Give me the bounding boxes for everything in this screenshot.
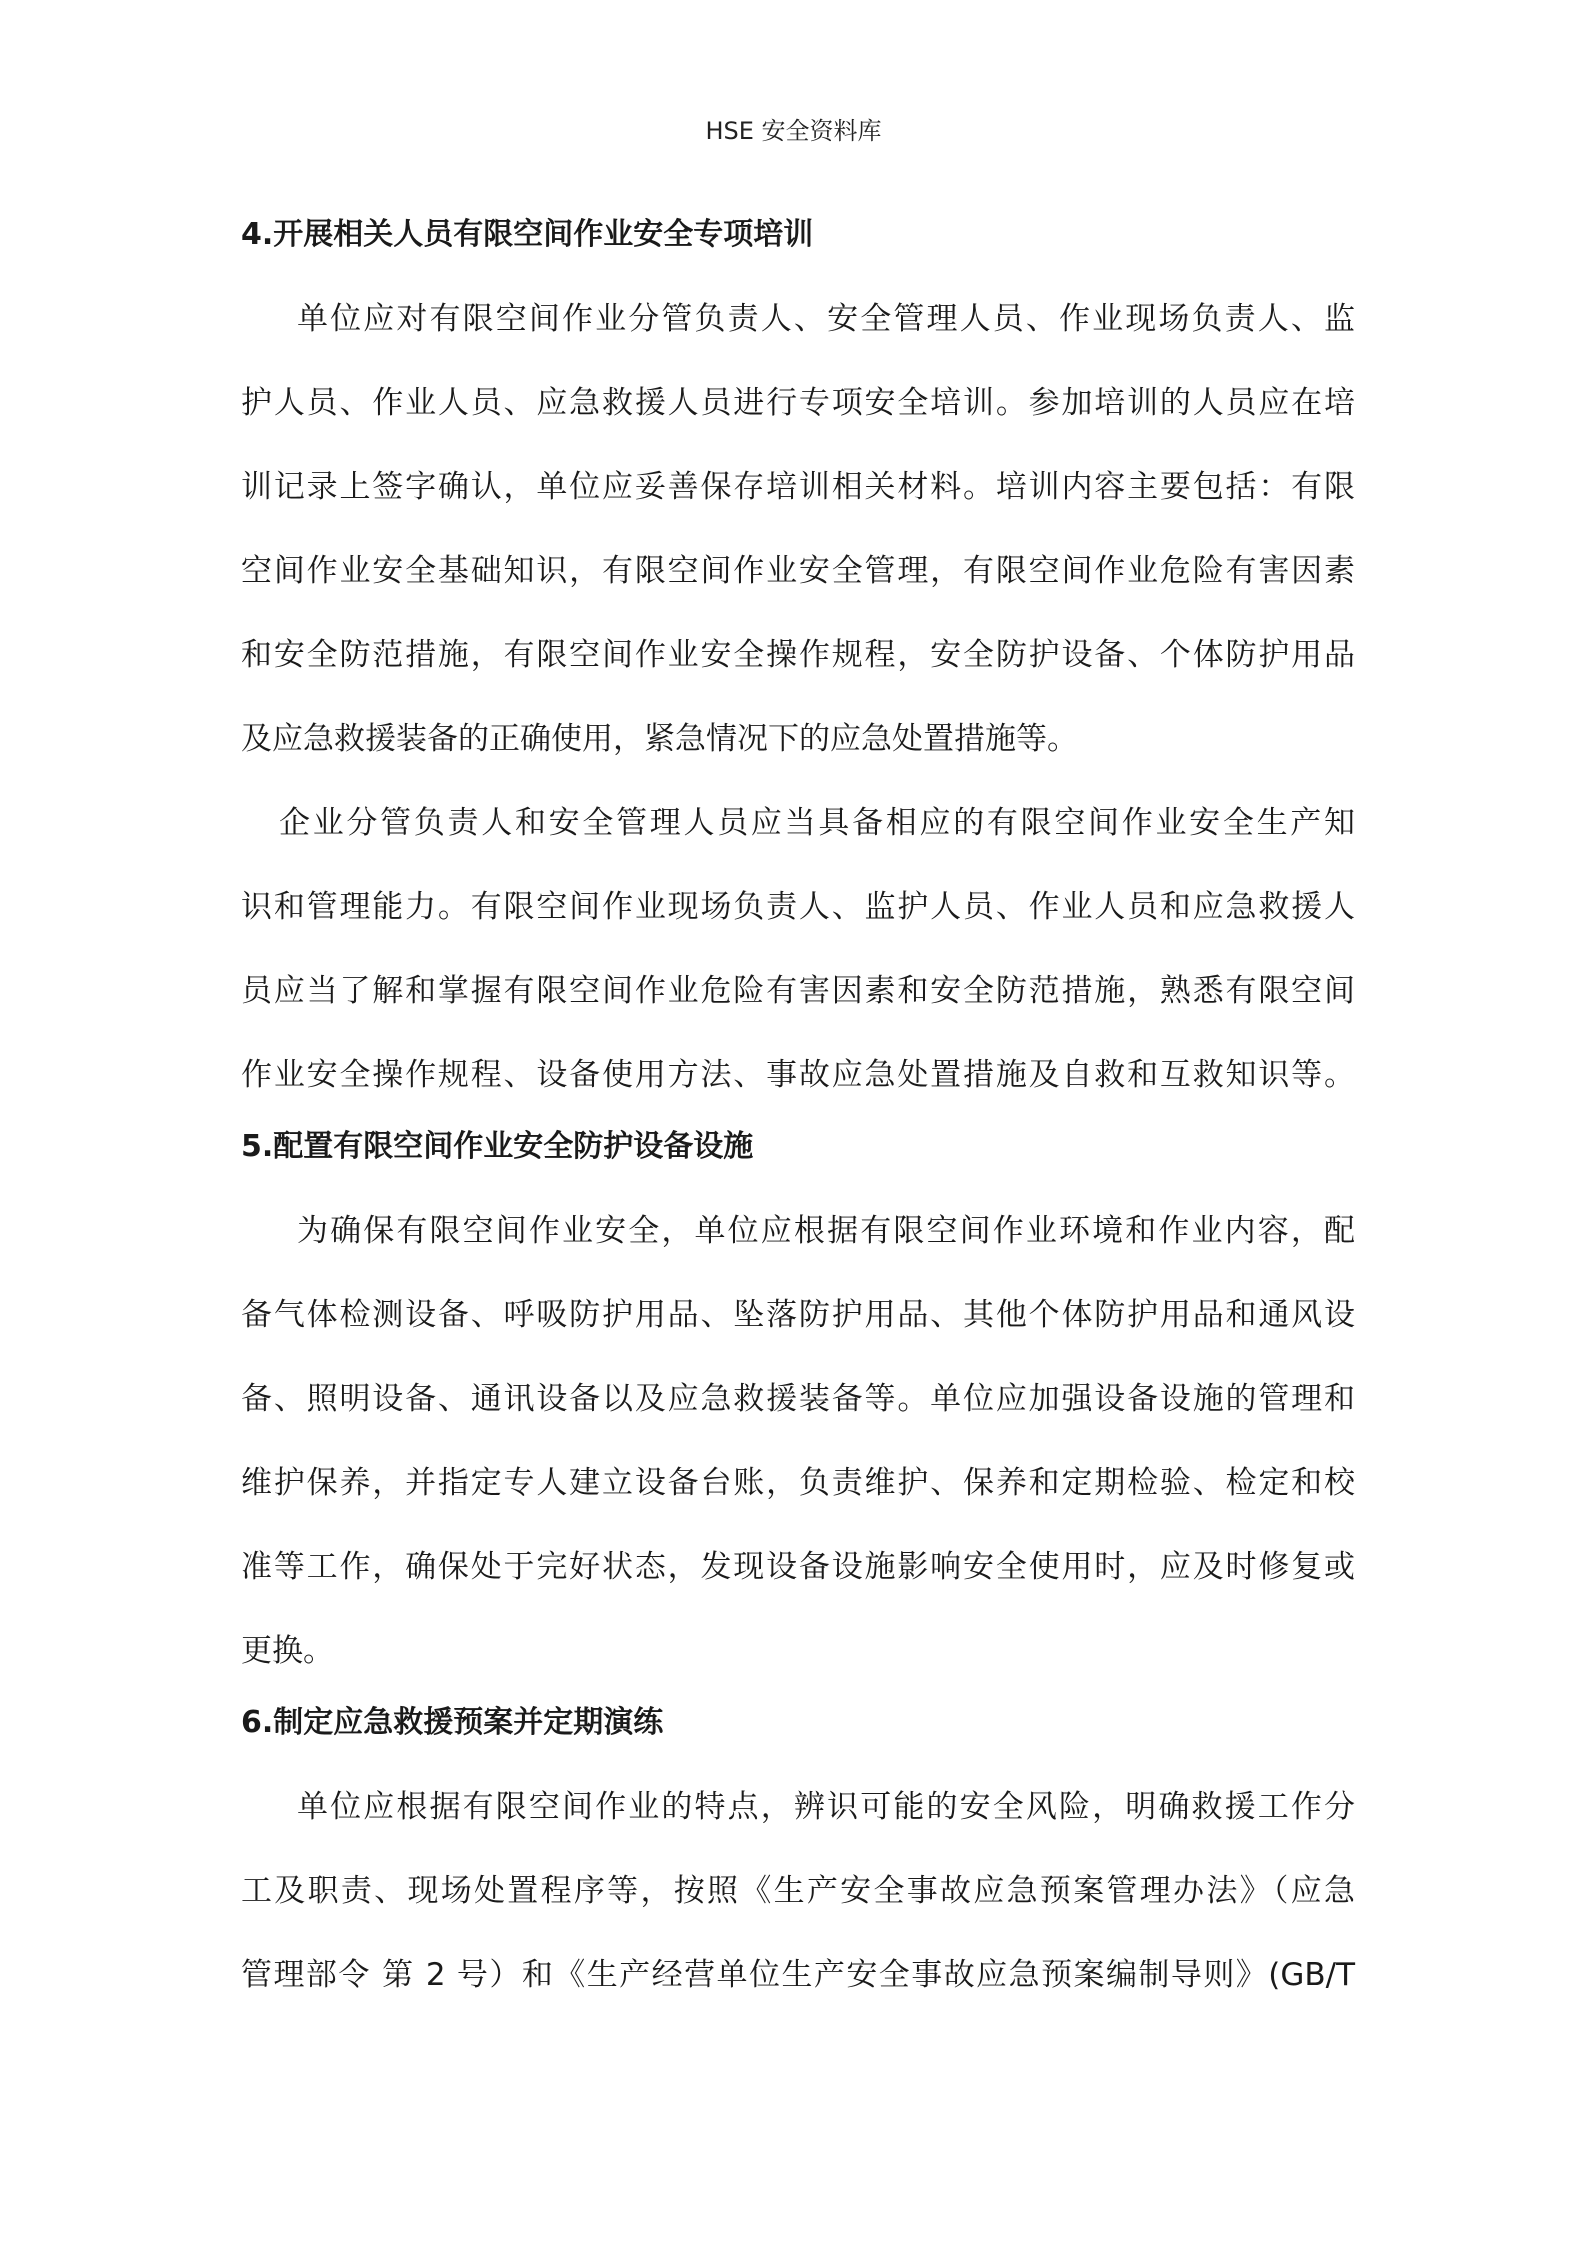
section-4-paragraph-2 xyxy=(241,781,1355,1117)
section-heading-5: 5.配置有限空间作业安全防护设备设施 xyxy=(241,1129,754,1164)
paragraph-line: 及应急救援装备的正确使用，紧急情况下的应急处置措施等。 xyxy=(241,721,1078,757)
paragraph-line: 训记录上签字确认，单位应妥善保存培训相关材料。培训内容主要包括：有限 xyxy=(241,469,1355,505)
section-4-paragraph-1 xyxy=(241,277,1355,781)
section-heading-4: 4.开展相关人员有限空间作业安全专项培训 xyxy=(241,217,814,252)
paragraph-line: 工及职责、现场处置程序等，按照《生产安全事故应急预案管理办法》（应急 xyxy=(241,1873,1355,1909)
paragraph-line: 企业分管负责人和安全管理人员应当具备相应的有限空间作业安全生产知 xyxy=(279,805,1355,841)
paragraph-line: 和安全防范措施，有限空间作业安全操作规程，安全防护设备、个体防护用品 xyxy=(241,637,1355,673)
paragraph-line: 空间作业安全基础知识，有限空间作业安全管理，有限空间作业危险有害因素 xyxy=(241,553,1355,589)
document-body xyxy=(241,205,1355,2017)
paragraph-line: 更换。 xyxy=(241,1633,334,1669)
paragraph-line: 维护保养，并指定专人建立设备台账，负责维护、保养和定期检验、检定和校 xyxy=(241,1465,1355,1501)
paragraph-line: 管理部令 第 2 号）和《生产经营单位生产安全事故应急预案编制导则》(GB/T xyxy=(241,1957,1355,1993)
paragraph-line: 作业安全操作规程、设备使用方法、事故应急处置措施及自救和互救知识等。 xyxy=(241,1057,1355,1093)
section-heading-6: 6.制定应急救援预案并定期演练 xyxy=(241,1705,664,1740)
paragraph-line: 为确保有限空间作业安全，单位应根据有限空间作业环境和作业内容，配 xyxy=(297,1213,1355,1249)
paragraph-line: 员应当了解和掌握有限空间作业危险有害因素和安全防范措施，熟悉有限空间 xyxy=(241,973,1355,1009)
paragraph-line: 识和管理能力。有限空间作业现场负责人、监护人员、作业人员和应急救援人 xyxy=(241,889,1355,925)
paragraph-line: 备、照明设备、通讯设备以及应急救援装备等。单位应加强设备设施的管理和 xyxy=(241,1381,1355,1417)
paragraph-line: 护人员、作业人员、应急救援人员进行专项安全培训。参加培训的人员应在培 xyxy=(241,385,1355,421)
paragraph-line: 单位应根据有限空间作业的特点，辨识可能的安全风险，明确救援工作分 xyxy=(297,1789,1355,1825)
section-6-paragraph-1 xyxy=(241,1765,1355,2017)
page-header: HSE 安全资料库 xyxy=(705,117,882,145)
section-5-paragraph-1 xyxy=(241,1189,1355,1693)
paragraph-line: 单位应对有限空间作业分管负责人、安全管理人员、作业现场负责人、监 xyxy=(297,301,1355,337)
paragraph-line: 准等工作，确保处于完好状态，发现设备设施影响安全使用时，应及时修复或 xyxy=(241,1549,1355,1585)
paragraph-line: 备气体检测设备、呼吸防护用品、坠落防护用品、其他个体防护用品和通风设 xyxy=(241,1297,1355,1333)
